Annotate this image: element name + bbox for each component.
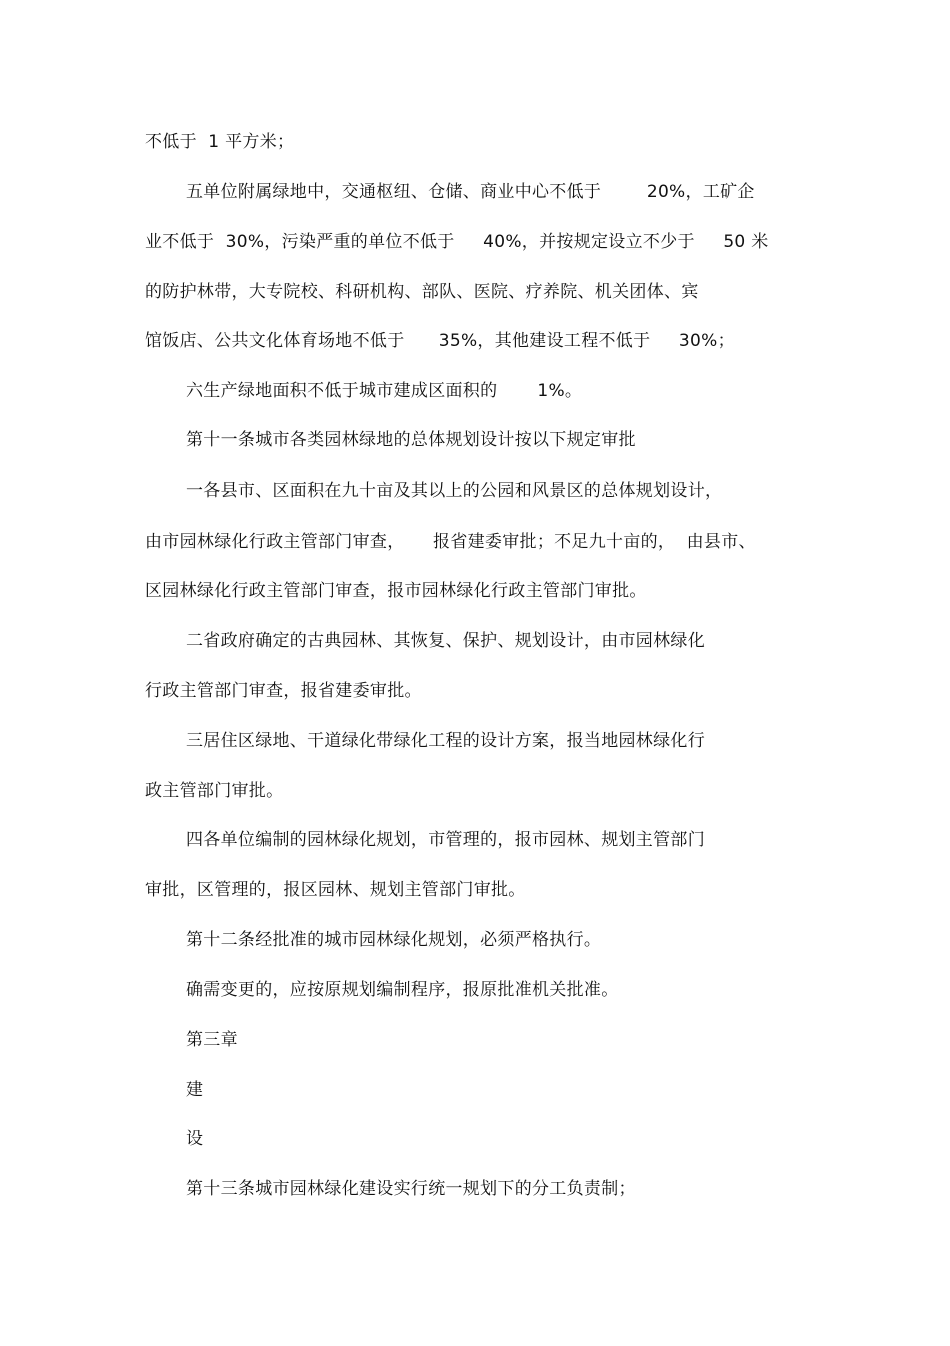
text-line: 五单位附属绿地中，交通枢纽、仓储、商业中心不低于 20%，工矿企 [186, 182, 755, 202]
text-line: 政主管部门审批。 [145, 781, 284, 801]
section-heading: 第十三条城市园林绿化建设实行统一规划下的分工负责制； [186, 1179, 636, 1199]
section-heading: 第十一条城市各类园林绿地的总体规划设计按以下规定审批 [186, 430, 636, 450]
text-line: 馆饭店、公共文化体育场地不低于 35%，其他建设工程不低于 30%； [145, 331, 735, 351]
text-line: 四各单位编制的园林绿化规划，市管理的，报市园林、规划主管部门 [186, 830, 705, 850]
text-line: 六生产绿地面积不低于城市建成区面积的 1%。 [186, 381, 583, 401]
chapter-title-char: 建 [186, 1080, 204, 1100]
text-line: 的防护林带，大专院校、科研机构、部队、医院、疗养院、机关团体、宾 [145, 282, 699, 302]
text-line: 区园林绿化行政主管部门审查，报市园林绿化行政主管部门审批。 [145, 581, 647, 601]
text-line: 一各县市、区面积在九十亩及其以上的公园和风景区的总体规划设计， [186, 481, 723, 501]
text-line: 行政主管部门审查，报省建委审批。 [145, 681, 422, 701]
text-line: 确需变更的，应按原规划编制程序，报原批准机关批准。 [186, 980, 619, 1000]
chapter-title-char: 设 [186, 1129, 204, 1149]
text-line: 审批，区管理的，报区园林、规划主管部门审批。 [145, 880, 526, 900]
text-line: 二省政府确定的古典园林、其恢复、保护、规划设计，由市园林绿化 [186, 631, 705, 651]
text-line: 由市园林绿化行政主管部门审查， 报省建委审批；不足九十亩的， 由县市、 [145, 532, 756, 552]
text-line: 不低于 1 平方米； [145, 132, 295, 152]
text-line: 三居住区绿地、干道绿化带绿化工程的设计方案，报当地园林绿化行 [186, 731, 705, 751]
text-line: 业不低于 30%，污染严重的单位不低于 40%，并按规定设立不少于 50 米 [145, 232, 769, 252]
chapter-heading: 第三章 [186, 1030, 238, 1050]
section-heading: 第十二条经批准的城市园林绿化规划，必须严格执行。 [186, 930, 602, 950]
